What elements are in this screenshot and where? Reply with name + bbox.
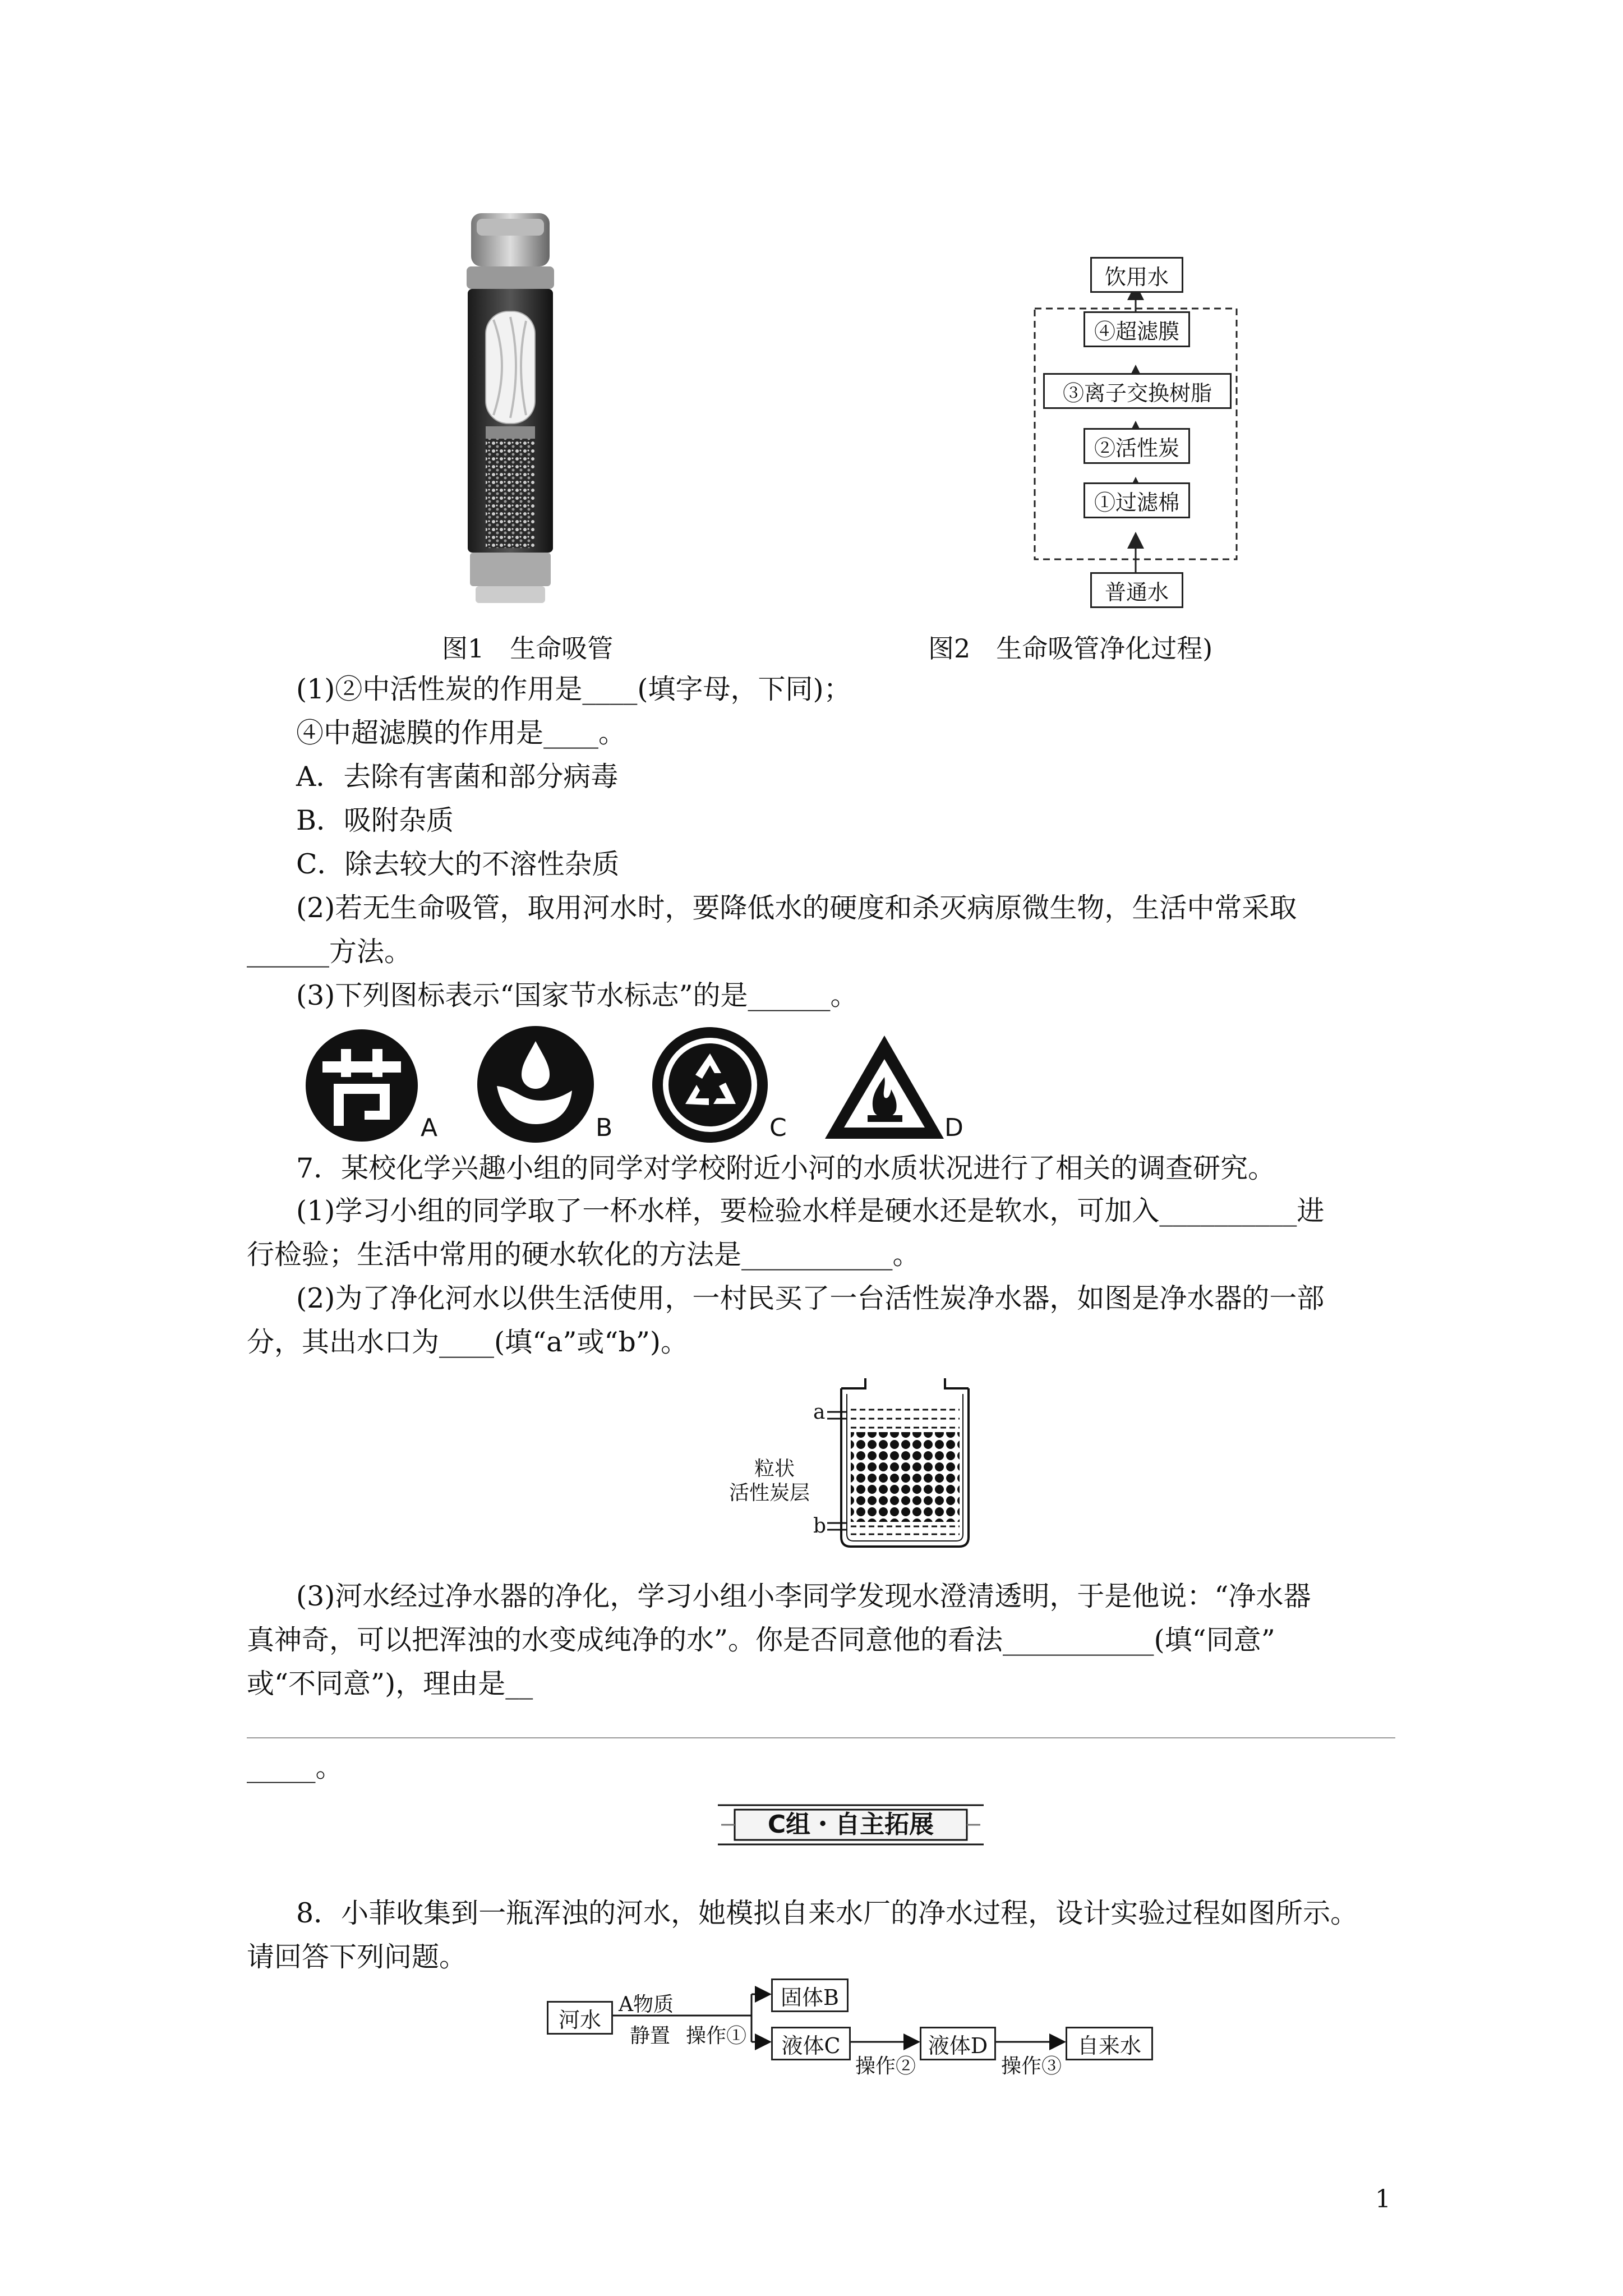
sign-b-label: B [596, 1114, 613, 1142]
q6-option-a: A．去除有害菌和部分病毒 [296, 761, 619, 793]
q7-part3-line3: 或“不同意”)，理由是__ [247, 1668, 533, 1700]
q8-solid-b-box: 固体B [771, 1978, 849, 2012]
q8-liquid-c-box: 液体C [771, 2027, 851, 2060]
sign-a-label: A [421, 1114, 438, 1142]
q8-op1-label: 操作① [686, 2024, 747, 2047]
q8-op2-label: 操作② [855, 2055, 916, 2078]
q7-part3-line4: _____。 [247, 1751, 343, 1783]
q8-add-a-label: A物质 [619, 1993, 674, 2016]
q7-stem: 7．某校化学兴趣小组的同学对学校附近小河的水质状况进行了相关的调查研究。 [296, 1152, 1276, 1184]
q8-settle-label: 静置 [630, 2024, 671, 2047]
q8-liquid-d-box: 液体D [920, 2027, 996, 2060]
q6-part2-line2: ______方法。 [247, 936, 412, 968]
flow-activated-carbon: ②活性炭 [1083, 428, 1190, 464]
section-c-title: C组・自主拓展 [767, 1810, 934, 1839]
q7-part1-line1: (1)学习小组的同学取了一杯水样，要检验水样是硬水还是软水，可加入__________进 [296, 1195, 1325, 1227]
q8-process-flowchart [547, 1966, 1152, 2081]
sign-b-icon [476, 1024, 596, 1145]
q7-part2-line1: (2)为了净化河水以供生活使用，一村民买了一台活性炭净水器，如图是净水器的一部 [296, 1282, 1325, 1314]
sign-c-label: C [769, 1114, 787, 1142]
flow-drinking-water: 饮用水 [1090, 257, 1183, 293]
q6-part1-line2: ④中超滤膜的作用是____。 [296, 717, 626, 749]
q7-part2-line2: 分，其出水口为____(填“a”或“b”)。 [247, 1326, 689, 1358]
flow-ultrafiltration: ④超滤膜 [1083, 311, 1190, 347]
q7-part3-line1: (3)河水经过净水器的净化，学习小组小李同学发现水澄清透明，于是他说：“净水器 [296, 1580, 1311, 1612]
flow-ion-exchange: ③离子交换树脂 [1043, 373, 1232, 409]
q8-op3-label: 操作③ [1001, 2055, 1062, 2078]
answer-line [247, 1737, 1395, 1738]
purifier-label-a: a [813, 1401, 826, 1424]
q8-tap-water-box: 自来水 [1066, 2027, 1153, 2060]
q6-option-b: B．吸附杂质 [296, 804, 454, 836]
water-purifier-diagram [721, 1372, 979, 1557]
purifier-label-b: b [813, 1515, 827, 1538]
purifier-layer-label-2: 活性炭层 [729, 1481, 810, 1504]
q6-option-c: C．除去较大的不溶性杂质 [296, 848, 620, 880]
life-straw-image [460, 213, 561, 606]
figure-2-caption: 图2 生命吸管净化过程) [928, 633, 1213, 664]
q8-stem-line1: 8．小菲收集到一瓶浑浊的河水，她模拟自来水厂的净水过程，设计实验过程如图所示。 [296, 1897, 1358, 1929]
sign-d-label: D [944, 1114, 963, 1142]
q6-part1-line1: (1)②中活性炭的作用是____(填字母，下同)； [296, 673, 851, 705]
figure-2-flowchart [1032, 255, 1239, 609]
sign-a-icon [303, 1027, 421, 1144]
q8-stem-line2: 请回答下列问题。 [247, 1941, 467, 1973]
q6-part3: (3)下列图标表示“国家节水标志”的是______。 [296, 979, 858, 1011]
section-c-banner [718, 1802, 984, 1848]
q7-part3-line2: 真神奇，可以把浑浊的水变成纯净的水”。你是否同意他的看法___________(填“同意” [247, 1624, 1275, 1656]
figure-1-caption: 图1 生命吸管 [442, 633, 614, 664]
flow-ordinary-water: 普通水 [1090, 572, 1183, 608]
q8-river-water-box: 河水 [547, 2001, 613, 2035]
page-number: 1 [1375, 2185, 1391, 2214]
q6-part2-line1: (2)若无生命吸管，取用河水时，要降低水的硬度和杀灭病原微生物，生活中常采取 [296, 892, 1297, 924]
purifier-layer-label-1: 粒状 [754, 1457, 795, 1480]
sign-c-recycle-icon [651, 1025, 769, 1144]
flow-filter-cotton: ①过滤棉 [1083, 482, 1190, 518]
q7-part1-line2: 行检验；生活中常用的硬水软化的方法是___________。 [247, 1239, 920, 1271]
sign-d-flammable-icon [822, 1031, 948, 1143]
